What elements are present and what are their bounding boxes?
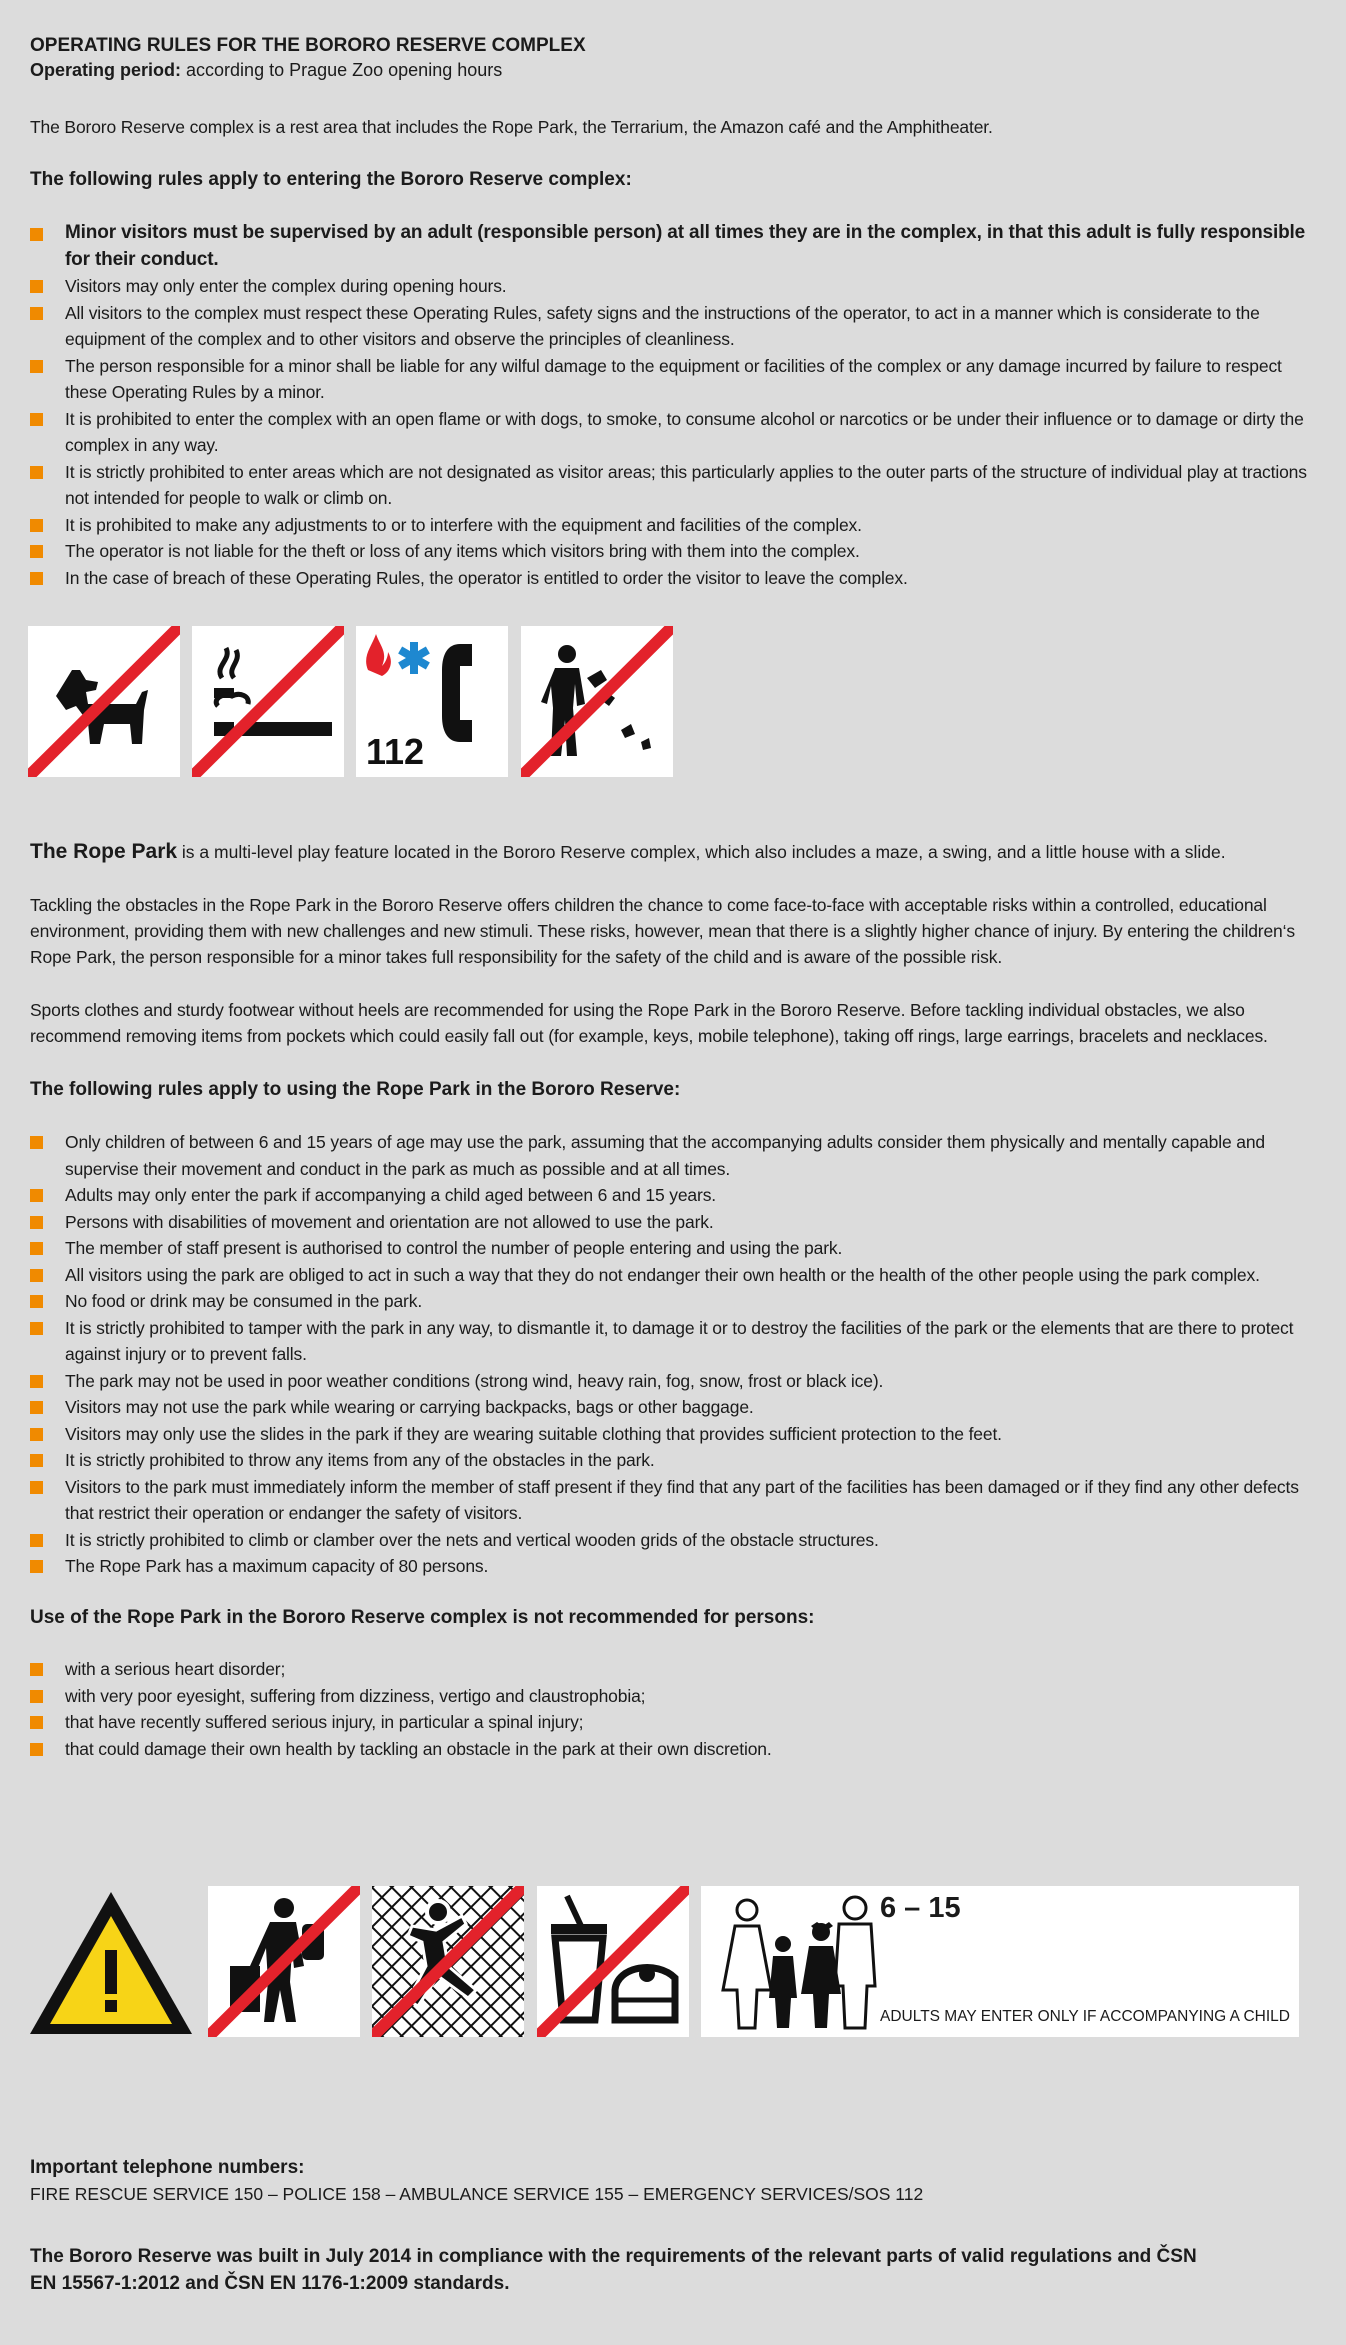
bullet-square	[30, 1269, 43, 1282]
no-food-drink-icon	[537, 1886, 689, 2037]
rope-park-rule	[30, 1129, 1320, 1182]
rope-park-rule	[30, 1553, 1320, 1580]
not-recommended-text: with very poor eyesight, suffering from dizziness, vertigo and claustrophobia;	[65, 1685, 646, 1706]
rope-park-rule-text: It is strictly prohibited to throw any items from any of the obstacles in the park.	[65, 1450, 655, 1470]
bullet-square	[30, 228, 43, 241]
warning-triangle-icon	[26, 1888, 196, 2038]
no-dogs-icon	[28, 626, 180, 777]
rope-park-title: The Rope Park	[30, 840, 178, 863]
rope-park-rule	[30, 1394, 1320, 1421]
bullet-square	[30, 1295, 43, 1308]
bullet-square	[30, 1189, 43, 1202]
not-recommended-item	[30, 1709, 1320, 1736]
no-smoking-icon	[192, 626, 344, 777]
rope-park-rule	[30, 1182, 1320, 1209]
rope-park-rule-text: The Rope Park has a maximum capacity of 80 persons.	[65, 1556, 489, 1576]
bullet-square	[30, 1690, 43, 1703]
phones-block	[30, 2155, 1320, 2207]
bullet-square	[30, 1428, 43, 1441]
rope-park-rule-text: The park may not be used in poor weather conditions (strong wind, heavy rain, fog, snow, frost or black ice).	[65, 1370, 884, 1391]
rope-park-rule-text: Visitors may not use the park while wearing or carrying backpacks, bags or other baggage.	[65, 1397, 754, 1417]
emergency-number: 112	[366, 731, 425, 772]
bullet-square	[30, 1242, 43, 1255]
not-recommended-list	[30, 1656, 1320, 1762]
entry-rule	[30, 273, 1320, 300]
age-restriction-sign	[701, 1886, 1299, 2037]
entry-rule	[30, 459, 1320, 512]
rope-park-lead-text: is a multi-level play feature located in the Bororo Reserve complex, which also includes a maze, a swing, and a little house with a slide.	[177, 842, 1226, 862]
rope-park-rule	[30, 1527, 1320, 1554]
rope-park-rule-text: Persons with disabilities of movement and orientation are not allowed to use the park.	[65, 1211, 714, 1232]
rope-park-rule	[30, 1209, 1320, 1236]
bullet-square	[30, 280, 43, 293]
rope-park-rule	[30, 1368, 1320, 1395]
entry-rule-text: The person responsible for a minor shall be liable for any wilful damage to the equipment or facilities of the complex or any damage incurred by failure to respect these Operating Rules by a minor.	[65, 355, 1282, 402]
operating-period-value: according to Prague Zoo opening hours	[186, 60, 503, 80]
no-climbing-nets-icon	[372, 1886, 524, 2037]
bullet-square	[30, 1375, 43, 1388]
footer	[30, 2243, 1320, 2297]
bullet-square	[30, 1743, 43, 1756]
rope-park-para-2: Sports clothes and sturdy footwear without heels are recommended for using the Rope Park in the Bororo Reserve. Before tackling individual obstacles, we also recommend removing items from pockets which could easily fall out (for example, keys, mobile telephone), taking off rings, large earrings, bracelets and necklaces.	[30, 1000, 1268, 1046]
rope-park-rule	[30, 1421, 1320, 1448]
age-note: ADULTS MAY ENTER ONLY IF ACCOMPANYING A CHILD	[880, 2008, 1290, 2025]
page-title: OPERATING RULES FOR THE BORORO RESERVE COMPLEX	[30, 35, 586, 56]
rope-park-rule-text: The member of staff present is authorised to control the number of people entering and using the park.	[65, 1238, 843, 1258]
bullet-square	[30, 1663, 43, 1676]
bullet-square	[30, 1560, 43, 1573]
bullet-square	[30, 1716, 43, 1729]
rope-park-para-1: Tackling the obstacles in the Rope Park in the Bororo Reserve offers children the chance to come face-to-face with acceptable risks within a controlled, educational environment, providing them with new challenges and new stimuli. These risks, however, mean that there is a slightly higher chance of injury. By entering the children‘s Rope Park, the person responsible for a minor takes full responsibility for the safety of the child and is aware of the possible risk.	[30, 895, 1295, 967]
entry-rule-text: Visitors may only enter the complex during opening hours.	[65, 276, 507, 296]
phones-line: FIRE RESCUE SERVICE 150 – POLICE 158 – AMBULANCE SERVICE 155 – EMERGENCY SERVICES/SOS 112	[30, 2184, 924, 2204]
entry-rule-text: It is strictly prohibited to enter areas which are not designated as visitor areas; this particularly applies to the outer parts of the structure of individual play at tractions not intended for people to walk or climb on.	[65, 461, 1307, 508]
rope-park-rule-text: It is strictly prohibited to climb or clamber over the nets and vertical wooden grids of the obstacle structures.	[65, 1529, 879, 1550]
entry-rule-text: The operator is not liable for the theft or loss of any items which visitors bring with them into the complex.	[65, 541, 860, 561]
rope-park-rule	[30, 1474, 1320, 1527]
entry-rule-text: In the case of breach of these Operating Rules, the operator is entitled to order the visitor to leave the complex.	[65, 567, 908, 588]
intro-text: The Bororo Reserve complex is a rest area that includes the Rope Park, the Terrarium, the Amazon café and the Amphitheater.	[30, 117, 993, 137]
entry-rules-list	[30, 220, 1320, 591]
bullet-square	[30, 307, 43, 320]
entry-rule	[30, 406, 1320, 459]
entry-rule-text: All visitors to the complex must respect these Operating Rules, safety signs and the instructions of the operator, to act in a manner which is considerate to the equipment of the complex and to other visitors and observe the principles of cleanliness.	[65, 302, 1260, 349]
rope-park-rule-text: No food or drink may be consumed in the park.	[65, 1291, 423, 1311]
rope-park-rule-text: Adults may only enter the park if accompanying a child aged between 6 and 15 years.	[65, 1185, 717, 1205]
not-recommended-item	[30, 1683, 1320, 1710]
rope-park-rule-text: All visitors using the park are obliged to act in such a way that they do not endanger their own health or the health of the other people using the park complex.	[65, 1264, 1260, 1285]
rope-park-rules-heading: The following rules apply to using the Rope Park in the Bororo Reserve:	[30, 1079, 681, 1100]
not-recommended-text: with a serious heart disorder;	[65, 1659, 286, 1679]
rope-park-rule-text: It is strictly prohibited to tamper with the park in any way, to dismantle it, to damage it or to destroy the facilities of the park or the elements that are there to protect against injury or to prevent falls.	[65, 1317, 1294, 1364]
not-recommended-heading: Use of the Rope Park in the Bororo Reserve complex is not recommended for persons:	[30, 1607, 815, 1628]
bullet-square	[30, 413, 43, 426]
operating-period-label: Operating period:	[30, 60, 182, 80]
bullet-square	[30, 545, 43, 558]
bullet-square	[30, 572, 43, 585]
no-littering-icon	[521, 626, 673, 777]
rope-park-rule-text: Visitors to the park must immediately inform the member of staff present if they find that any part of the facilities has been damaged or if they find any other defects that restrict their operation or endanger the safety of visitors.	[65, 1476, 1299, 1523]
bullet-square	[30, 1136, 43, 1149]
bullet-square	[30, 1534, 43, 1547]
bullet-square	[30, 1454, 43, 1467]
age-range: 6 – 15	[880, 1892, 961, 1924]
bullet-square	[30, 1481, 43, 1494]
not-recommended-item	[30, 1736, 1320, 1763]
bullet-square	[30, 360, 43, 373]
phones-heading: Important telephone numbers:	[30, 2157, 305, 2178]
rope-park-rule	[30, 1315, 1320, 1368]
bullet-square	[30, 1401, 43, 1414]
rope-park-rule	[30, 1288, 1320, 1315]
rope-park-lead	[30, 839, 1320, 865]
not-recommended-text: that could damage their own health by tackling an obstacle in the park at their own discretion.	[65, 1738, 772, 1759]
no-backpacks-icon	[208, 1886, 360, 2037]
rope-park-rule	[30, 1447, 1320, 1474]
not-recommended-item	[30, 1656, 1320, 1683]
entry-rule	[30, 538, 1320, 565]
rope-park-rule	[30, 1262, 1320, 1289]
bullet-square	[30, 466, 43, 479]
bullet-square	[30, 1322, 43, 1335]
rope-park-rule	[30, 1235, 1320, 1262]
bullet-square	[30, 519, 43, 532]
header	[30, 34, 1320, 82]
entry-rule	[30, 300, 1320, 353]
rope-park-rules-list	[30, 1129, 1320, 1580]
rope-park-rule-text: Only children of between 6 and 15 years of age may use the park, assuming that the accompanying adults consider them physically and mentally capable and supervise their movement and conduct in the park as much as possible and at all times.	[65, 1132, 1265, 1179]
footer-line-1: The Bororo Reserve was built in July 2014 in compliance with the requirements of the relevant parts of valid regulations and ČSN	[30, 2246, 1197, 2267]
entry-rules-heading: The following rules apply to entering the Bororo Reserve complex:	[30, 169, 632, 190]
operating-period	[30, 58, 1320, 82]
not-recommended-text: that have recently suffered serious injury, in particular a spinal injury;	[65, 1712, 584, 1732]
entry-rule-text: It is prohibited to enter the complex with an open flame or with dogs, to smoke, to consume alcohol or narcotics or be under their influence or to damage or dirty the complex in any way.	[65, 408, 1304, 455]
entry-rule	[30, 565, 1320, 592]
entry-rule-text: It is prohibited to make any adjustments to or to interfere with the equipment and facilities of the complex.	[65, 514, 862, 535]
rope-park-rule-text: Visitors may only use the slides in the park if they are wearing suitable clothing that provides sufficient protection to the feet.	[65, 1423, 1002, 1444]
entry-rule	[30, 512, 1320, 539]
bullet-square	[30, 1216, 43, 1229]
entry-rule	[30, 220, 1320, 273]
emergency-phone-icon	[356, 626, 508, 777]
footer-line-2: EN 15567-1:2012 and ČSN EN 1176-1:2009 standards.	[30, 2273, 510, 2294]
entry-rule	[30, 353, 1320, 406]
entry-rule-text: Minor visitors must be supervised by an adult (responsible person) at all times they are in the complex, in that this adult is fully responsible for their conduct.	[65, 222, 1306, 270]
